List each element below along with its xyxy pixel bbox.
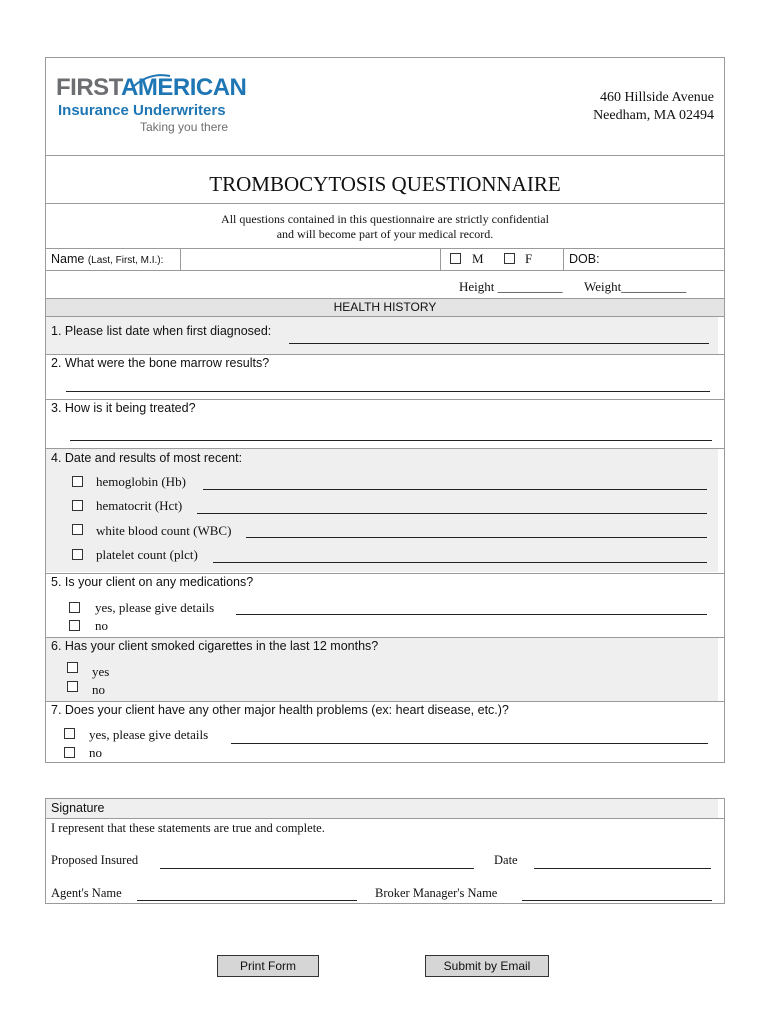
q5-yes-label: yes, please give details: [95, 600, 215, 615]
question-4: 4. Date and results of most recent:: [51, 451, 243, 465]
q6-yes-label: yes: [92, 664, 110, 679]
submit-email-button[interactable]: Submit by Email: [425, 955, 549, 977]
wbc-answer-line[interactable]: [246, 537, 707, 538]
print-form-button[interactable]: Print Form: [217, 955, 319, 977]
agent-name-line[interactable]: [137, 900, 357, 901]
q3-answer-line[interactable]: [70, 440, 712, 441]
proposed-insured-label: Proposed Insured: [51, 853, 139, 867]
divider: [45, 248, 725, 249]
agent-name-label: Agent's Name: [51, 886, 122, 900]
confidential-note-1: All questions contained in this questionnaire are strictly confidential: [221, 212, 549, 226]
hemoglobin-checkbox[interactable]: [72, 476, 83, 487]
confidential-note-2: and will become part of your medical record.: [276, 227, 494, 241]
male-label: M: [472, 251, 484, 266]
weight-label: Weight__________: [584, 279, 687, 294]
divider: [440, 248, 441, 270]
q7-yes-label: yes, please give details: [89, 727, 209, 742]
name-field[interactable]: [184, 250, 438, 269]
q5-details-line[interactable]: [236, 614, 707, 615]
page-title: TROMBOCYTOSIS QUESTIONNAIRE: [209, 172, 561, 196]
proposed-insured-line[interactable]: [160, 868, 474, 869]
female-label: F: [525, 251, 533, 266]
broker-manager-label: Broker Manager's Name: [375, 886, 498, 900]
q2-answer-line[interactable]: [66, 391, 710, 392]
divider: [45, 203, 725, 204]
divider: [45, 354, 725, 355]
hematocrit-label: hematocrit (Hct): [96, 498, 183, 513]
platelet-answer-line[interactable]: [213, 562, 707, 563]
question-6: 6. Has your client smoked cigarettes in the last 12 months?: [51, 639, 379, 653]
dob-label: DOB:: [569, 252, 600, 266]
q7-details-line[interactable]: [231, 743, 708, 744]
question-3: 3. How is it being treated?: [51, 401, 196, 415]
company-logo: [56, 74, 256, 138]
q6-yes-checkbox[interactable]: [67, 662, 78, 673]
divider: [45, 155, 725, 156]
q5-yes-checkbox[interactable]: [69, 602, 80, 613]
broker-manager-line[interactable]: [522, 900, 712, 901]
logo-swoosh-icon: [132, 72, 172, 88]
signature-header: Signature: [51, 801, 105, 815]
platelet-label: platelet count (plct): [96, 547, 198, 562]
q6-no-label: no: [92, 682, 105, 697]
hemoglobin-answer-line[interactable]: [203, 489, 707, 490]
q5-no-label: no: [95, 618, 108, 633]
hematocrit-checkbox[interactable]: [72, 500, 83, 511]
q7-no-checkbox[interactable]: [64, 747, 75, 758]
question-7: 7. Does your client have any other major health problems (ex: heart disease, etc.)?: [51, 703, 509, 717]
wbc-label: white blood count (WBC): [96, 523, 232, 538]
signature-statement: I represent that these statements are true and complete.: [51, 821, 325, 835]
logo-tagline: Taking you there: [140, 120, 229, 134]
q5-no-checkbox[interactable]: [69, 620, 80, 631]
hematocrit-answer-line[interactable]: [197, 513, 707, 514]
divider: [45, 573, 725, 574]
hemoglobin-label: hemoglobin (Hb): [96, 474, 186, 489]
section-header: HEALTH HISTORY: [333, 300, 437, 314]
height-label: Height __________: [459, 279, 563, 294]
platelet-checkbox[interactable]: [72, 549, 83, 560]
address-line-1: 460 Hillside Avenue: [599, 90, 714, 105]
question-5: 5. Is your client on any medications?: [51, 575, 254, 589]
divider: [180, 248, 181, 270]
date-line[interactable]: [534, 868, 711, 869]
divider: [45, 701, 725, 702]
logo-first: FIRST: [56, 74, 122, 101]
q1-answer-line[interactable]: [289, 343, 709, 344]
divider: [45, 270, 725, 271]
signature-header-bg: [46, 799, 718, 818]
divider: [45, 818, 725, 819]
question-1: 1. Please list date when first diagnosed:: [51, 324, 272, 338]
address-line-2: Needham, MA 02494: [593, 108, 714, 123]
q6-no-checkbox[interactable]: [67, 681, 78, 692]
divider: [45, 298, 725, 299]
logo-american: AMERICAN: [121, 74, 247, 101]
wbc-checkbox[interactable]: [72, 524, 83, 535]
q7-yes-checkbox[interactable]: [64, 728, 75, 739]
name-label: Name (Last, First, M.I.):: [51, 252, 164, 266]
male-checkbox[interactable]: [450, 253, 461, 264]
question-2: 2. What were the bone marrow results?: [51, 356, 270, 370]
logo-subtitle: Insurance Underwriters: [58, 102, 226, 119]
date-label: Date: [494, 853, 518, 867]
divider: [45, 399, 725, 400]
q7-no-label: no: [89, 745, 102, 760]
dob-field[interactable]: [606, 250, 722, 269]
divider: [563, 248, 564, 270]
female-checkbox[interactable]: [504, 253, 515, 264]
